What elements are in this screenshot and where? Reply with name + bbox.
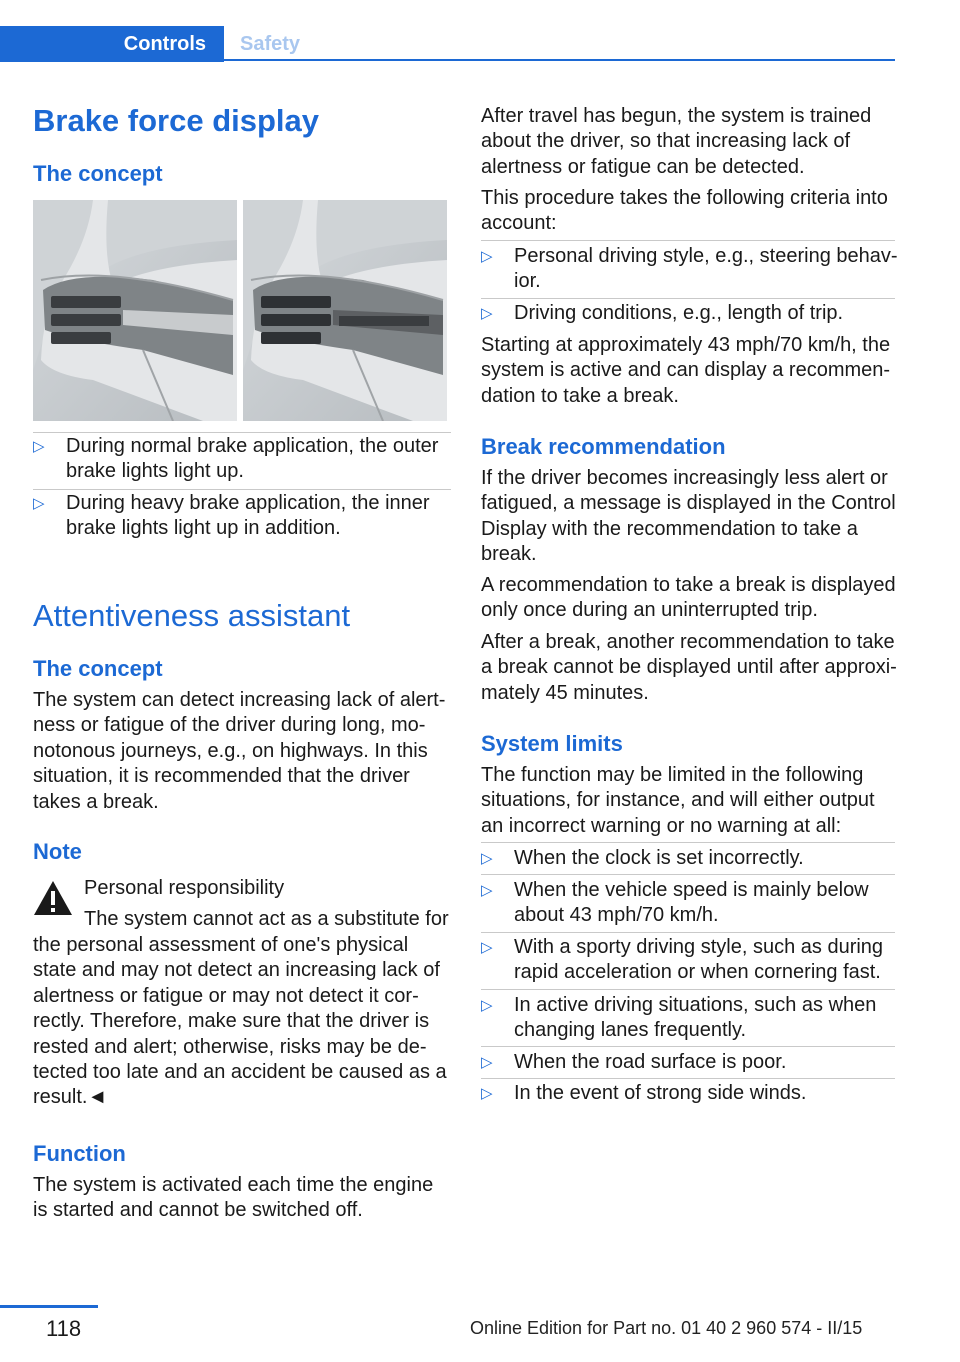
divider xyxy=(481,932,895,933)
list-item: ▷ During heavy brake application, the inner brake lights light up in addition. xyxy=(33,492,430,540)
note-text-lead: The system cannot act as a substitute for xyxy=(84,908,449,930)
divider xyxy=(481,842,895,843)
triangle-bullet-icon: ▷ xyxy=(481,248,493,265)
concept2-heading: The concept xyxy=(33,656,163,681)
break-heading: Break recommendation xyxy=(481,434,726,459)
tab-controls[interactable] xyxy=(0,26,224,62)
triangle-bullet-icon: ▷ xyxy=(481,1085,493,1102)
function-text: The system is activated each time the engine is started and cannot be switched off. xyxy=(33,1174,434,1222)
triangle-bullet-icon: ▷ xyxy=(481,997,493,1014)
tab-safety-label: Safety xyxy=(240,32,301,55)
footer-accent-line xyxy=(0,1305,98,1308)
divider xyxy=(33,489,451,490)
list-item: ▷ In active driving situations, such as when changing lanes frequently. xyxy=(481,994,877,1042)
triangle-bullet-icon: ▷ xyxy=(481,850,493,867)
divider xyxy=(481,989,895,990)
list-item: ▷ In the event of strong side winds. xyxy=(481,1082,807,1104)
warning-icon xyxy=(33,880,73,916)
limits-text: The function may be limited in the following situations, for instance, and will either output an incorrect warning or no warning at all: xyxy=(481,764,875,837)
page-number: 118 xyxy=(46,1316,82,1341)
photo-right-heavy-brake xyxy=(243,200,447,421)
function-heading: Function xyxy=(33,1141,126,1166)
intro-text-2: This procedure takes the following criteria into account: xyxy=(481,187,888,235)
concept2-text: The system can detect increasing lack of alert- ness or fatigue of the driver during long, mo- notonous journeys, e.g., on highways. In this situation, it is recommended that the driver takes a break. xyxy=(33,689,446,813)
tab-safety[interactable] xyxy=(224,26,344,62)
break-text-1: If the driver becomes increasingly less alert or fatigued, a message is displayed in the Control Display with the recommendation to take a break. xyxy=(481,467,896,566)
list-item: ▷ With a sporty driving style, such as during rapid acceleration or when cornering fast. xyxy=(481,936,884,984)
list-item: ▷ When the clock is set incorrectly. xyxy=(481,847,804,869)
break-text-3: After a break, another recommendation to take a break cannot be displayed until after approxi- mately 45 minutes. xyxy=(481,631,897,704)
divider xyxy=(481,1046,895,1047)
list-item: ▷ During normal brake application, the outer brake lights light up. xyxy=(33,435,439,483)
limits-heading: System limits xyxy=(481,731,623,756)
break-text-2: A recommendation to take a break is displayed only once during an uninterrupted trip. xyxy=(481,574,896,622)
intro-text-1: After travel has begun, the system is trained about the driver, so that increasing lack of alertness or fatigue can be detected. xyxy=(481,105,872,178)
triangle-bullet-icon: ▷ xyxy=(33,438,45,455)
triangle-bullet-icon: ▷ xyxy=(481,305,493,322)
list-item: ▷ When the vehicle speed is mainly below about 43 mph/70 km/h. xyxy=(481,879,869,927)
triangle-bullet-icon: ▷ xyxy=(33,495,45,512)
triangle-bullet-icon: ▷ xyxy=(481,939,493,956)
triangle-bullet-icon: ▷ xyxy=(481,882,493,899)
divider xyxy=(481,874,895,875)
concept-heading: The concept xyxy=(33,161,163,186)
divider xyxy=(481,240,895,241)
header-tabs xyxy=(0,26,895,62)
tab-controls-label: Controls xyxy=(123,32,206,55)
tab-underline xyxy=(224,59,895,61)
photo-left-normal-brake xyxy=(33,200,237,421)
edition-info: Online Edition for Part no. 01 40 2 960 574 - II/15 xyxy=(470,1318,863,1338)
note-title: Personal responsibility xyxy=(84,877,285,899)
note-heading: Note xyxy=(33,839,82,864)
list-item: ▷ Personal driving style, e.g., steering behav- ior. xyxy=(481,245,898,293)
divider xyxy=(33,432,451,433)
divider xyxy=(481,298,895,299)
triangle-bullet-icon: ▷ xyxy=(481,1054,493,1071)
intro-text-3: Starting at approximately 43 mph/70 km/h, the system is active and can display a recommen- dation to take a break. xyxy=(481,334,891,407)
section-title: Attentiveness assistant xyxy=(33,598,351,633)
list-item: ▷ When the road surface is poor. xyxy=(481,1051,787,1073)
list-item: ▷ Driving conditions, e.g., length of trip. xyxy=(481,302,844,324)
divider xyxy=(481,1078,895,1079)
page-title: Brake force display xyxy=(33,103,320,138)
brake-lights-photo xyxy=(33,200,447,421)
note-text: the personal assessment of one's physical state and may not detect an increasing lack of alertness or fatigue or may not detect it cor- rectly. Therefore, make sure that the driver is rested and alert; otherwise, risks may be de- tected too late and an accident be caused as a result.◄ xyxy=(33,934,447,1109)
